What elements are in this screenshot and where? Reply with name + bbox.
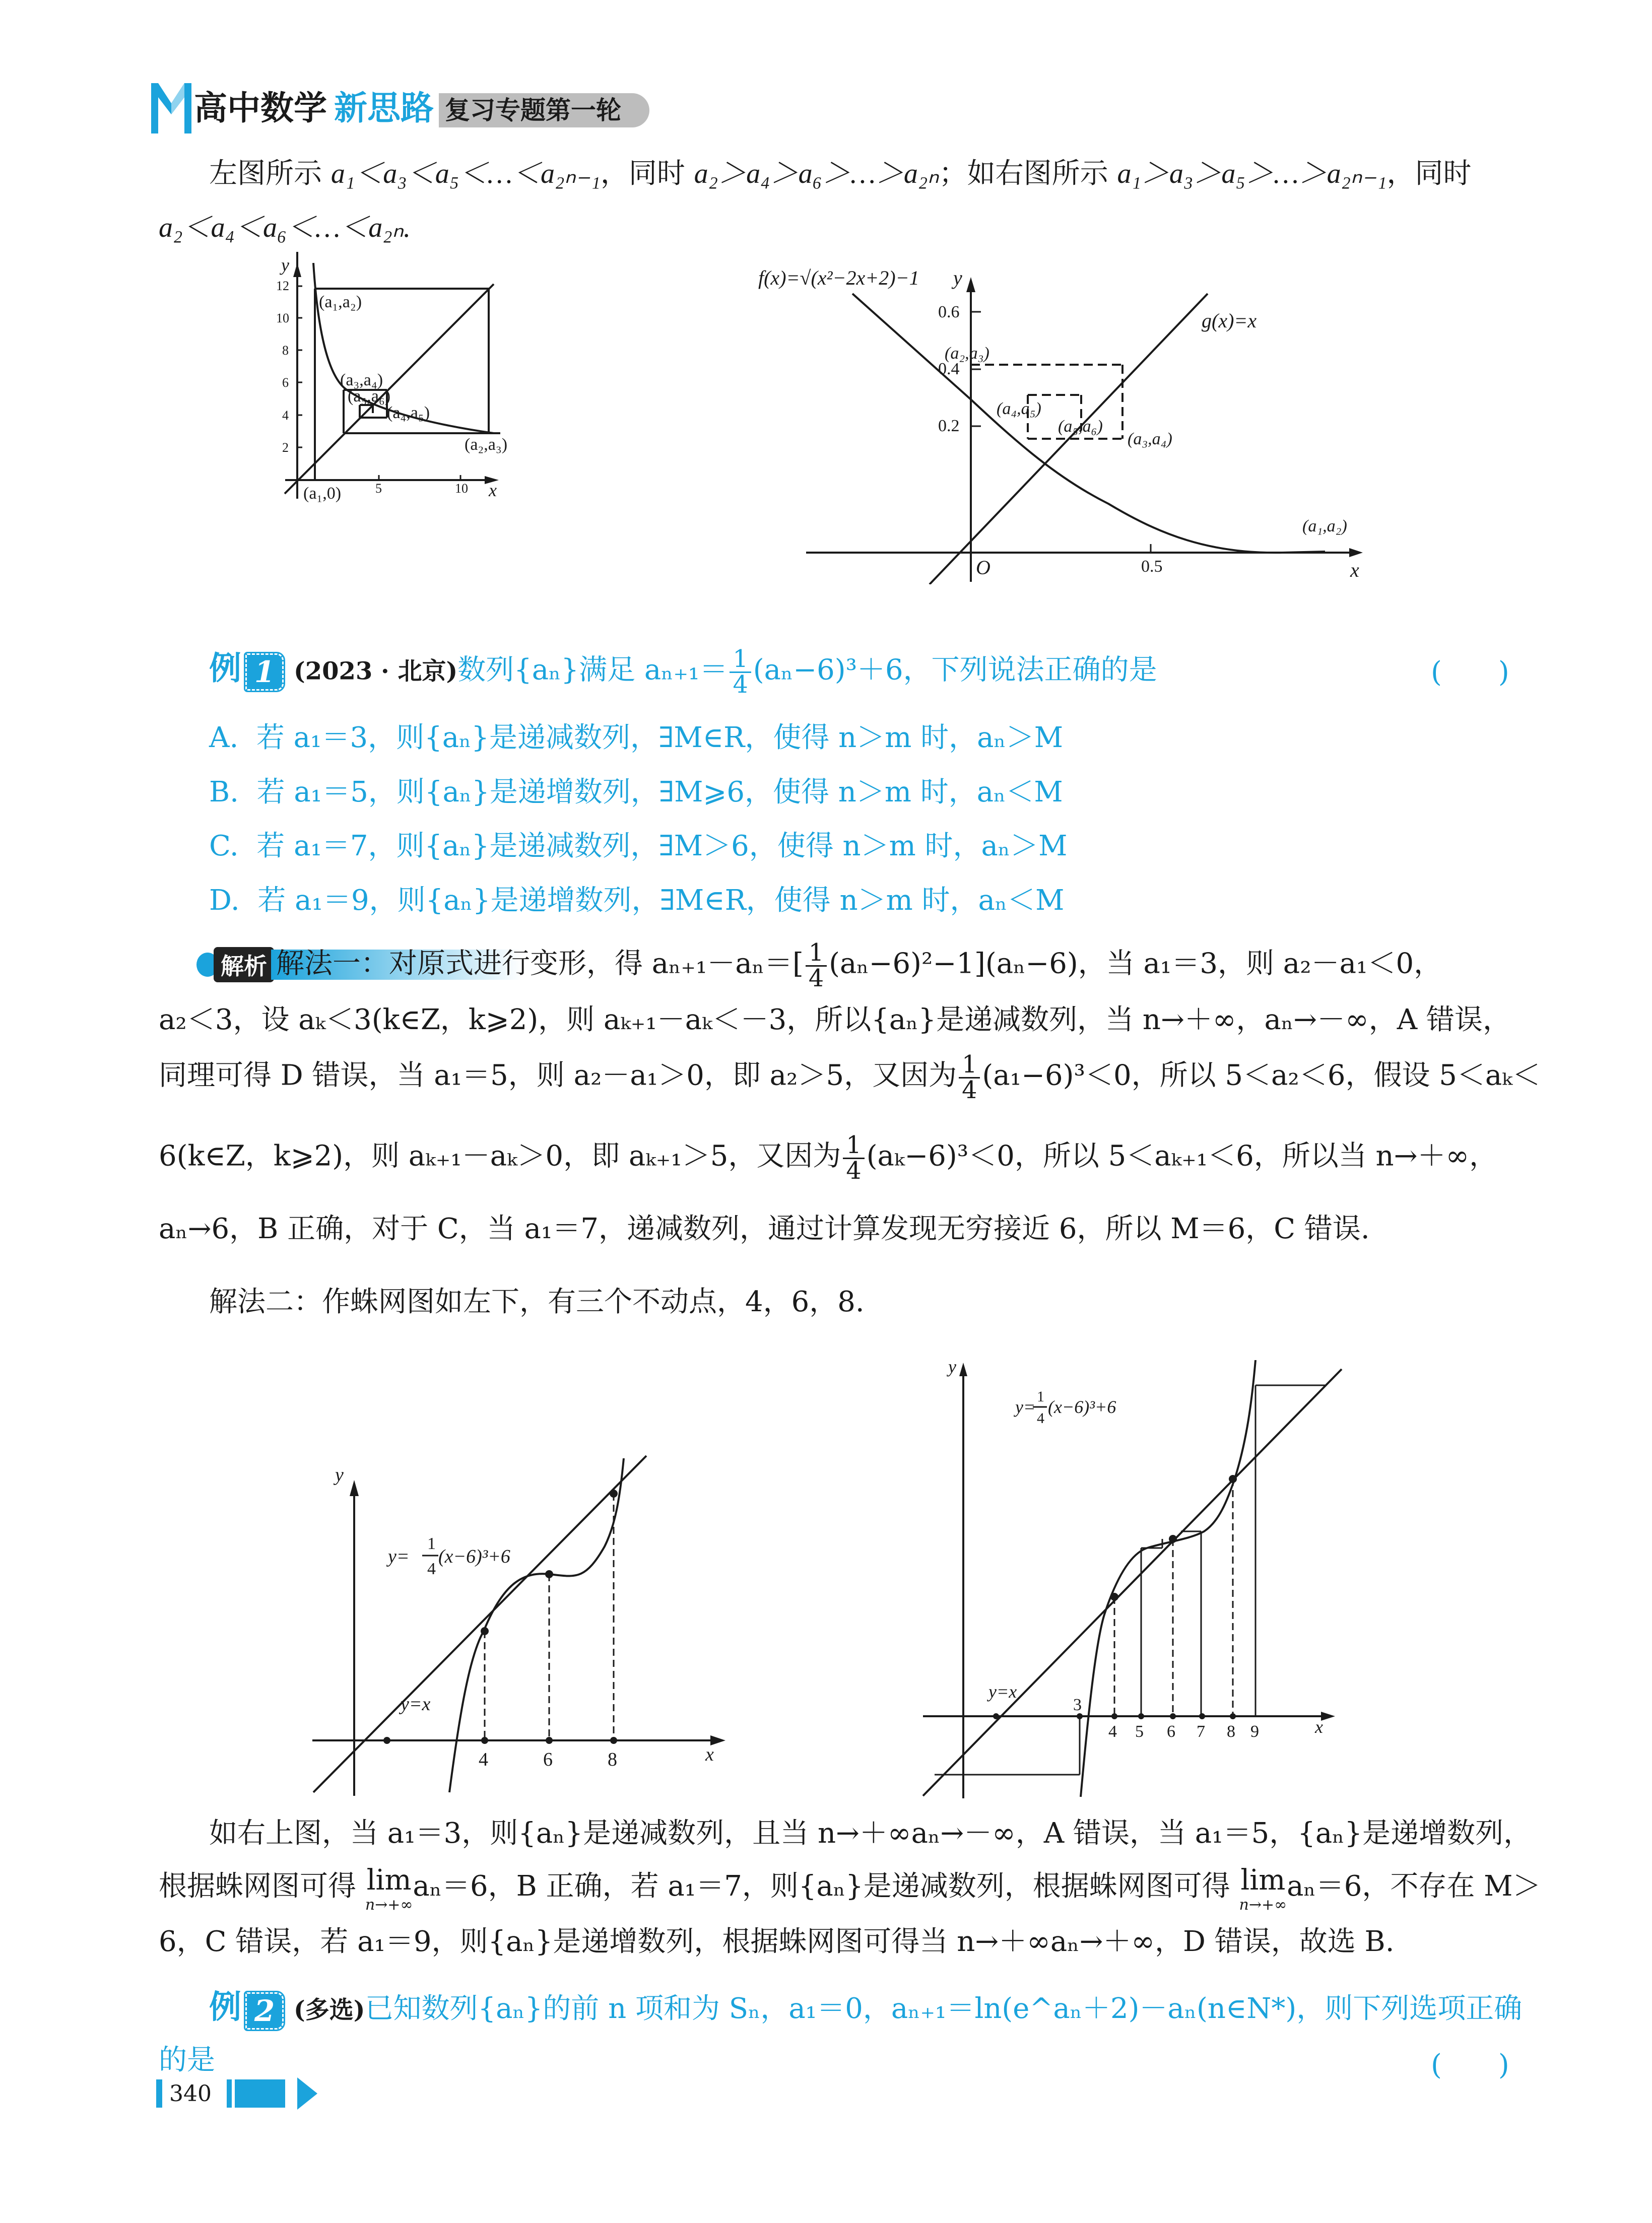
x-axis-arrow-icon (1321, 1712, 1335, 1721)
intro-math: a₁＞a₃＞a₅＞…＞a₂ₙ₋₁ (1117, 158, 1387, 189)
point-label: (a₄,a₅) (997, 399, 1041, 418)
analysis-line-2: a₂＜3，设 aₖ＜3(k∈Z，k⩾2)，则 aₖ₊₁－aₖ＜－3，所以{aₙ}是递减数列，当 n→＋∞，aₙ→－∞，A 错误， (159, 1003, 1511, 1036)
fraction: $\frac{1}{4}$ (806, 941, 827, 990)
figure-4 (917, 1360, 1370, 1813)
intro-line-1 (209, 154, 1471, 194)
conclusion-line-3: 6，C 错误，若 a₁＝9，则{aₙ}是递增数列，根据蛛网图可得当 n→＋∞aₙ→＋∞，D 错误，故选 B. (159, 1925, 1395, 1958)
point-label: (a₂,a₃) (945, 344, 989, 363)
curve-label-num: 1 (427, 1534, 436, 1553)
curve-label-num: 1 (1037, 1388, 1044, 1405)
analysis-text: 解法一：对原式进行变形， (276, 947, 615, 980)
figure-2 (756, 252, 1411, 584)
line-y-eq-x (313, 1456, 646, 1792)
y-axis-arrow-icon (350, 1480, 359, 1496)
example-source: (2023 · 北京) (294, 657, 458, 686)
curve-label-den: 4 (1037, 1410, 1044, 1427)
intro-line-2 (159, 208, 411, 248)
example-number-badge: 2 (245, 1992, 284, 2030)
y-axis-arrow-icon (959, 1363, 967, 1376)
example-label: 例 (209, 1989, 241, 2026)
page-number: 340 (169, 2080, 212, 2107)
next-arrow-icon (297, 2077, 317, 2110)
brand-logo (151, 83, 191, 133)
figure-3 (292, 1446, 746, 1808)
option-letter: A. (209, 721, 239, 754)
point-label: (a₄,a₅) (387, 403, 430, 422)
conclusion-text: aₙ＝6，B 正确，若 a₁＝7，则{aₙ}是递减数列，根据蛛网图可得 (413, 1870, 1239, 1903)
fixed-points (993, 1475, 1237, 1719)
conclusion-text: 根据蛛网图可得 (159, 1870, 365, 1903)
option-letter: B. (209, 776, 239, 809)
analysis-tag: 解析 (214, 947, 274, 982)
point-label: (a₃,a₄) (1128, 430, 1172, 448)
book-header (194, 88, 649, 128)
x-tick-label: 8 (608, 1749, 617, 1770)
dashed-guides (1114, 1479, 1233, 1716)
conclusion-line-1: 如右上图，当 a₁＝3，则{aₙ}是递减数列，且当 n→＋∞aₙ→－∞，A 错误，当 a₁＝5，{aₙ}是递增数列， (209, 1817, 1532, 1850)
book-title-accent: 新思路 (334, 89, 434, 127)
intro-text: ，同时 (600, 157, 694, 190)
y-tick-label: 0.2 (938, 417, 960, 435)
stem-text: 已知数列{aₙ}的前 n 项和为 Sₙ，a₁＝0，aₙ₊₁＝ln(e^aₙ＋2)－aₙ(n∈N*)，则下列选项正确 (365, 1992, 1523, 2025)
m-logo-icon (151, 83, 191, 133)
option-letter: D. (209, 884, 240, 917)
x-tick-label: 5 (375, 481, 382, 496)
y-tick-label: 0.4 (938, 360, 960, 378)
option-d[interactable] (209, 881, 1065, 921)
answer-blank[interactable]: ( ) (1431, 2049, 1509, 2081)
curve-label-rest: (x−6)³+6 (1048, 1397, 1116, 1417)
intro-text: ；如右图所示 (939, 157, 1117, 190)
function-f-label: f(x)=√(x²−2x+2)−1 (758, 266, 919, 289)
intro-math: a₂＜a₄＜a₆＜…＜a₂ₙ. (159, 212, 411, 243)
fraction: $\frac{1}{4}$ (843, 1133, 864, 1183)
y-tick-label: 8 (282, 343, 289, 358)
example-2-stem-line-2: 的是 (159, 2044, 215, 2076)
fraction: $\frac{1}{4}$ (730, 647, 751, 697)
x-tick-label: 8 (1227, 1722, 1235, 1741)
stem-text: (aₙ−6)³＋6，下列说法正确的是 (753, 653, 1157, 687)
conclusion-line-2 (159, 1866, 1541, 1913)
limit-expression: lim n→+∞ (365, 1864, 413, 1914)
option-a[interactable] (209, 718, 1063, 758)
curve-label-prefix: y= (388, 1546, 410, 1567)
y-axis-label: y (281, 255, 289, 275)
x-axis-label: x (1315, 1717, 1323, 1737)
x-tick-label: 7 (1197, 1722, 1205, 1741)
point-label: (a₅,a₆) (348, 387, 391, 406)
y-tick-label: 12 (276, 279, 289, 293)
analysis-math: 得 aₙ₊₁－aₙ＝[ (615, 947, 804, 980)
y-axis-arrow-icon (293, 263, 301, 277)
analysis-text: 同理可得 D 错误，当 a₁＝5，则 a₂－a₁＞0，即 a₂＞5，又因为 (159, 1059, 957, 1092)
example-2-stem (209, 1987, 1522, 2030)
y-axis-label: y (953, 266, 962, 289)
point-label: (a₂,a₃) (465, 435, 508, 454)
y-axis-arrow-icon (966, 277, 975, 292)
curve-label-den: 4 (427, 1560, 436, 1578)
x-axis-label: x (1350, 559, 1359, 581)
analysis-line-1 (276, 941, 1442, 990)
footer-block-icon (235, 2079, 285, 2108)
option-text: 若 a₁＝5，则{aₙ}是递增数列，∃M⩾6，使得 n＞m 时，aₙ＜M (256, 776, 1063, 809)
intro-math: a₁＜a₃＜a₅＜…＜a₂ₙ₋₁ (331, 158, 601, 189)
x-axis-label: x (489, 480, 497, 500)
option-text: 若 a₁＝9，则{aₙ}是递增数列，∃M∈R，使得 n＞m 时，aₙ＜M (257, 884, 1065, 917)
fraction: $\frac{1}{4}$ (959, 1053, 980, 1102)
analysis-text: 6(k∈Z，k⩾2)，则 aₖ₊₁－aₖ＞0，即 aₖ₊₁＞5，又因为 (159, 1139, 841, 1173)
y-axis-label: y (948, 1360, 956, 1377)
footer-bar-icon (156, 2079, 162, 2108)
intro-text: ，同时 (1386, 157, 1472, 190)
stem-text: 数列{aₙ}满足 aₙ₊₁＝ (457, 653, 728, 687)
x-axis-label: x (705, 1744, 714, 1765)
point-label: (a₁,a₂) (319, 293, 362, 311)
point-label: (a₁,a₂) (1302, 517, 1347, 535)
page-footer (156, 2079, 317, 2108)
analysis-text: (a₁−6)³＜0，所以 5＜a₂＜6，假设 5＜aₖ＜ (982, 1059, 1541, 1092)
analysis-method-2: 解法二：作蛛网图如左下，有三个不动点，4，6，8. (209, 1286, 865, 1318)
y-axis-label: y (335, 1464, 344, 1486)
curve-label-prefix: y= (1015, 1397, 1036, 1417)
x-axis-arrow-icon (1349, 548, 1363, 557)
answer-blank[interactable]: ( ) (1431, 656, 1509, 689)
option-text: 若 a₁＝3，则{aₙ}是递减数列，∃M∈R，使得 n＞m 时，aₙ＞M (256, 721, 1064, 754)
y-tick-label: 0.6 (938, 303, 960, 321)
analysis-math: (aₙ−6)²−1](aₙ−6)，当 a₁＝3，则 a₂－a₁＜0， (829, 947, 1442, 980)
figure-1 (272, 252, 650, 630)
dashed-guides (485, 1494, 614, 1740)
series-label: 复习专题第一轮 (439, 93, 649, 127)
point-label: (a₁,0) (303, 484, 342, 503)
curve-cubic (449, 1458, 624, 1792)
analysis-line-3 (159, 1053, 1541, 1102)
y-tick-label: 4 (282, 408, 289, 423)
function-g-label: g(x)=x (1202, 309, 1257, 332)
example-number-badge: 1 (245, 653, 284, 691)
line-y-eq-x (923, 1369, 1342, 1796)
book-title: 高中数学 (194, 89, 327, 127)
x-tick-label: 9 (1250, 1722, 1259, 1741)
x-tick-label: 3 (1073, 1696, 1082, 1714)
x-tick-label: 4 (479, 1749, 488, 1770)
example-1-stem (209, 647, 1157, 697)
example-label: 例 (209, 650, 241, 688)
limit-expression: lim n→+∞ (1239, 1864, 1287, 1914)
x-tick-label: 10 (455, 481, 468, 496)
line-label: y=x (401, 1694, 431, 1715)
x-tick-label: 4 (1108, 1722, 1117, 1741)
x-tick-label: 0.5 (1141, 557, 1163, 576)
analysis-line-5: aₙ→6，B 正确，对于 C，当 a₁＝7，递减数列，通过计算发现无穷接近 6，所以 M＝6，C 错误. (159, 1212, 1370, 1245)
intro-text: 左图所示 (209, 157, 331, 190)
intro-math: a₂＞a₄＞a₆＞…＞a₂ₙ (694, 158, 939, 189)
option-text: 若 a₁＝7，则{aₙ}是递减数列，∃M＞6，使得 n＞m 时，aₙ＞M (256, 830, 1068, 862)
footer-block-icon (227, 2079, 232, 2108)
x-tick-label: 6 (543, 1749, 553, 1770)
point-label: (a₃,a₄) (340, 371, 383, 389)
multi-select-tag: (多选) (294, 1996, 365, 2024)
curve-label-rest: (x−6)³+6 (438, 1546, 510, 1567)
line-label: y=x (988, 1681, 1017, 1702)
origin-label: O (976, 556, 990, 579)
option-letter: C. (209, 830, 239, 862)
conclusion-text: aₙ＝6，不存在 M＞ (1287, 1870, 1541, 1903)
point-label: (a₅,a₆) (1058, 417, 1103, 436)
y-tick-label: 10 (276, 311, 289, 325)
x-tick-label: 5 (1135, 1722, 1144, 1741)
option-b[interactable] (209, 772, 1063, 813)
y-tick-label: 6 (282, 375, 289, 390)
x-tick-label: 6 (1167, 1722, 1175, 1741)
y-tick-label: 2 (282, 440, 289, 455)
analysis-text: (aₖ−6)³＜0，所以 5＜aₖ₊₁＜6，所以当 n→＋∞， (866, 1139, 1498, 1173)
analysis-line-4 (159, 1133, 1497, 1183)
option-c[interactable] (209, 826, 1067, 866)
